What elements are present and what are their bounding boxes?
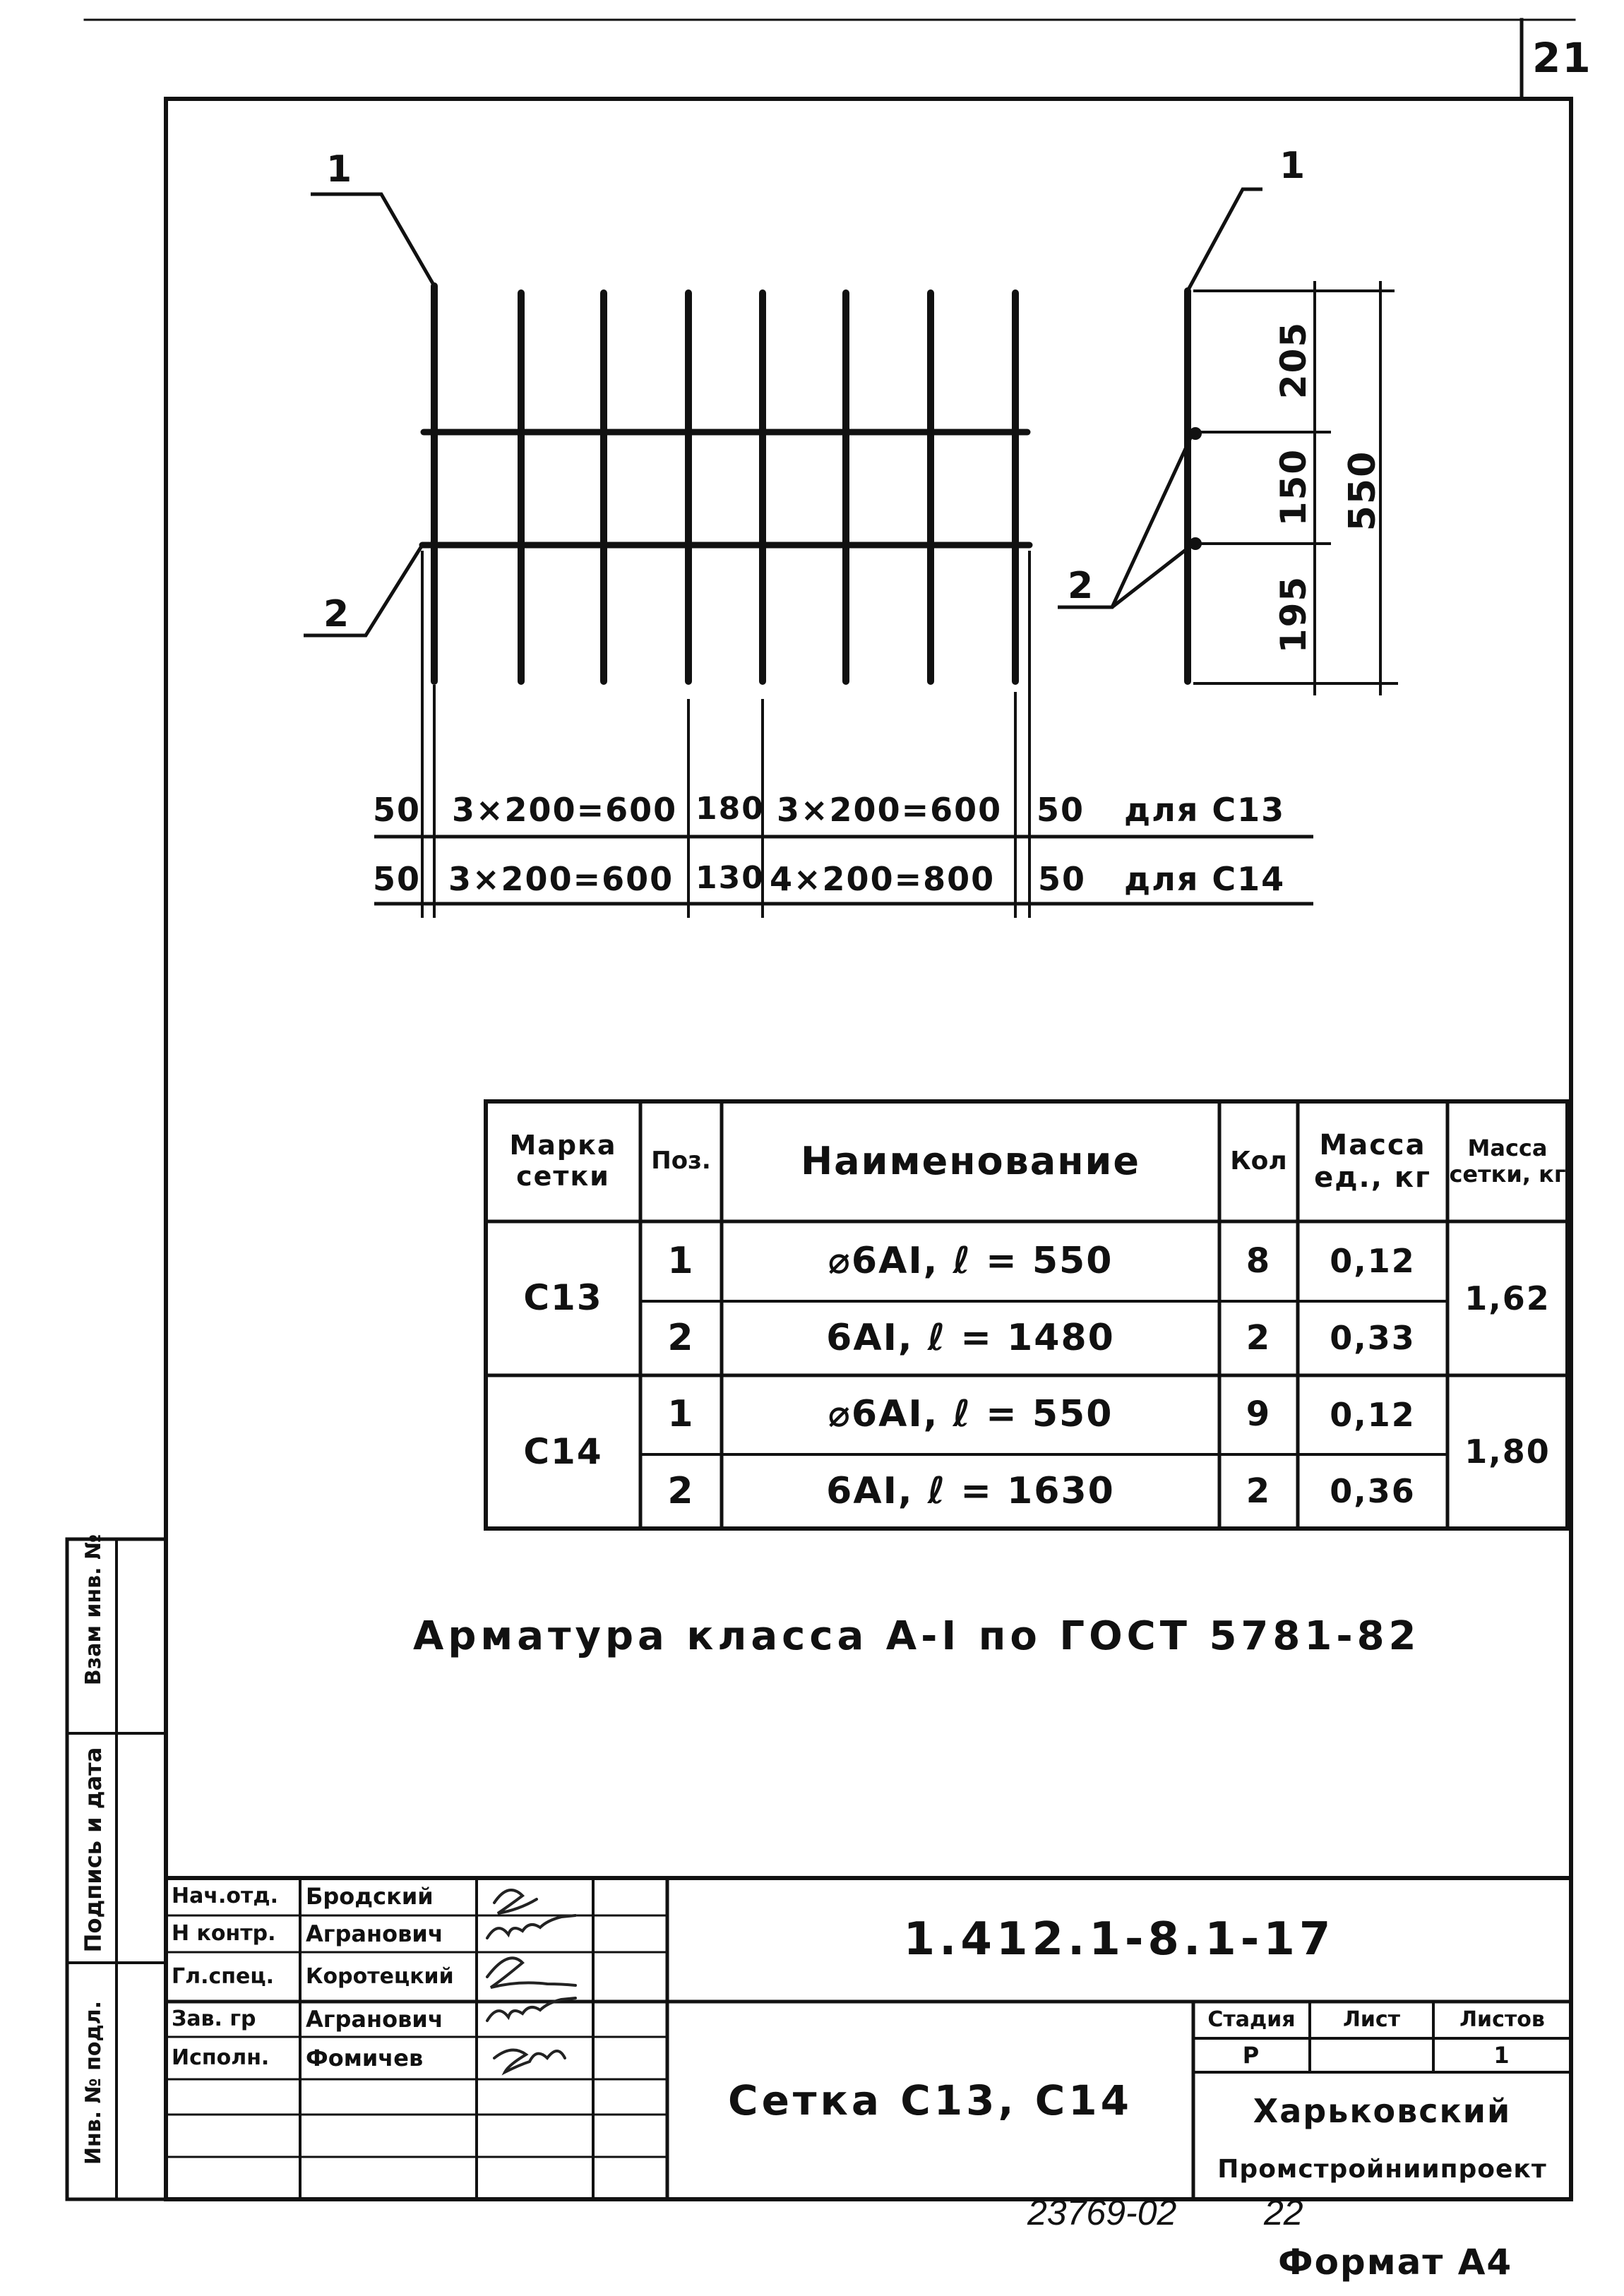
mesh-mass-c14: 1,80 bbox=[1464, 1433, 1551, 1471]
name-2: Агранович bbox=[306, 1920, 443, 1947]
org-line-2: Промстройниипроект bbox=[1217, 2154, 1547, 2184]
c14-label: для С14 bbox=[1124, 860, 1286, 898]
stage-label: Стадия bbox=[1207, 2007, 1296, 2032]
stamp-sign-date: Подпись и дата bbox=[80, 1747, 107, 1953]
archive-number: 22 bbox=[1264, 2193, 1303, 2232]
stamp-inv-orig: Инв. № подл. bbox=[80, 2000, 106, 2165]
org-line-1: Харьковский bbox=[1253, 2091, 1512, 2130]
c13-row1-qty: 8 bbox=[1246, 1240, 1272, 1281]
leader-label-1: 1 bbox=[326, 148, 354, 191]
header-unit-mass: Масса ед., кг bbox=[1314, 1129, 1431, 1194]
name-3: Коротецкий bbox=[306, 1963, 454, 1989]
dim-195: 195 bbox=[1273, 575, 1314, 654]
c13-dim-1: 50 bbox=[373, 791, 422, 829]
mark-c14: С14 bbox=[523, 1430, 603, 1472]
archive-code: 23769-02 bbox=[1027, 2193, 1177, 2232]
sheet-value bbox=[1310, 2038, 1433, 2072]
c14-row2-pos: 2 bbox=[667, 1469, 695, 1512]
c14-row1-pos: 1 bbox=[667, 1393, 695, 1436]
c14-row2-unit-mass: 0,36 bbox=[1330, 1472, 1416, 1511]
sheets-value: 1 bbox=[1493, 2041, 1511, 2069]
c13-row2-name: 6АI, ℓ = 1480 bbox=[826, 1316, 1115, 1359]
dim-205: 205 bbox=[1273, 321, 1314, 400]
c13-dim-4: 3×200=600 bbox=[777, 791, 1003, 829]
dim-150: 150 bbox=[1273, 448, 1314, 527]
c13-row2-pos: 2 bbox=[667, 1316, 695, 1359]
role-4: Зав. гр bbox=[172, 2006, 256, 2031]
c14-row1-name: ⌀6АI, ℓ = 550 bbox=[828, 1393, 1113, 1436]
designation: 1.412.1-8.1-17 bbox=[903, 1913, 1335, 1966]
c14-row2-qty: 2 bbox=[1246, 1471, 1272, 1511]
format-label: Формат А4 bbox=[1278, 2242, 1513, 2283]
c13-row1-name: ⌀6АI, ℓ = 550 bbox=[828, 1239, 1113, 1282]
c13-row1-pos: 1 bbox=[667, 1239, 695, 1282]
name-5: Фомичев bbox=[306, 2044, 424, 2071]
sheet-label: Лист bbox=[1342, 2007, 1401, 2032]
leader-label-2: 2 bbox=[323, 593, 351, 635]
role-5: Исполн. bbox=[172, 2045, 270, 2070]
c14-dim-3: 130 bbox=[695, 860, 765, 896]
c13-dim-2: 3×200=600 bbox=[452, 791, 678, 829]
c14-dim-4: 4×200=800 bbox=[770, 860, 996, 898]
role-1: Нач.отд. bbox=[172, 1884, 278, 1909]
c13-dim-3: 180 bbox=[695, 791, 765, 827]
c13-dim-5: 50 bbox=[1037, 791, 1085, 829]
header-mark: Марка сетки bbox=[509, 1130, 617, 1192]
name-4: Агранович bbox=[306, 2005, 443, 2033]
role-2: Н контр. bbox=[172, 1920, 276, 1946]
c13-label: для С13 bbox=[1124, 791, 1286, 829]
mesh-mass-c13: 1,62 bbox=[1464, 1279, 1551, 1317]
reinforcement-note: Арматура класса А-I по ГОСТ 5781-82 bbox=[413, 1613, 1421, 1659]
side-leader-label-1: 1 bbox=[1279, 145, 1307, 187]
role-3: Гл.спец. bbox=[172, 1963, 274, 1989]
header-pos: Поз. bbox=[651, 1147, 711, 1176]
c13-row1-unit-mass: 0,12 bbox=[1330, 1242, 1416, 1281]
sheet-title: Сетка С13, С14 bbox=[728, 2076, 1133, 2124]
c13-row2-qty: 2 bbox=[1246, 1317, 1272, 1358]
c13-row2-unit-mass: 0,33 bbox=[1330, 1319, 1416, 1358]
c14-dim-2: 3×200=600 bbox=[448, 860, 674, 898]
side-leader-label-2: 2 bbox=[1068, 565, 1095, 607]
header-qty: Кол bbox=[1230, 1147, 1287, 1176]
c14-dim-5: 50 bbox=[1038, 860, 1087, 898]
c14-dim-1: 50 bbox=[373, 860, 422, 898]
stage-value: Р bbox=[1242, 2041, 1261, 2069]
dim-550: 550 bbox=[1342, 450, 1384, 532]
c14-row1-unit-mass: 0,12 bbox=[1330, 1395, 1416, 1434]
stamp-replace-inv: Взам инв. № bbox=[80, 1533, 106, 1686]
header-mesh-mass: Масса сетки, кг bbox=[1449, 1135, 1566, 1188]
c14-row1-qty: 9 bbox=[1246, 1394, 1272, 1435]
name-1: Бродский bbox=[306, 1883, 434, 1911]
c14-row2-name: 6АI, ℓ = 1630 bbox=[826, 1469, 1115, 1512]
page-number: 21 bbox=[1532, 34, 1592, 82]
header-name: Наименование bbox=[800, 1138, 1141, 1183]
sheets-label: Листов bbox=[1459, 2007, 1545, 2032]
mark-c13: С13 bbox=[523, 1277, 603, 1319]
